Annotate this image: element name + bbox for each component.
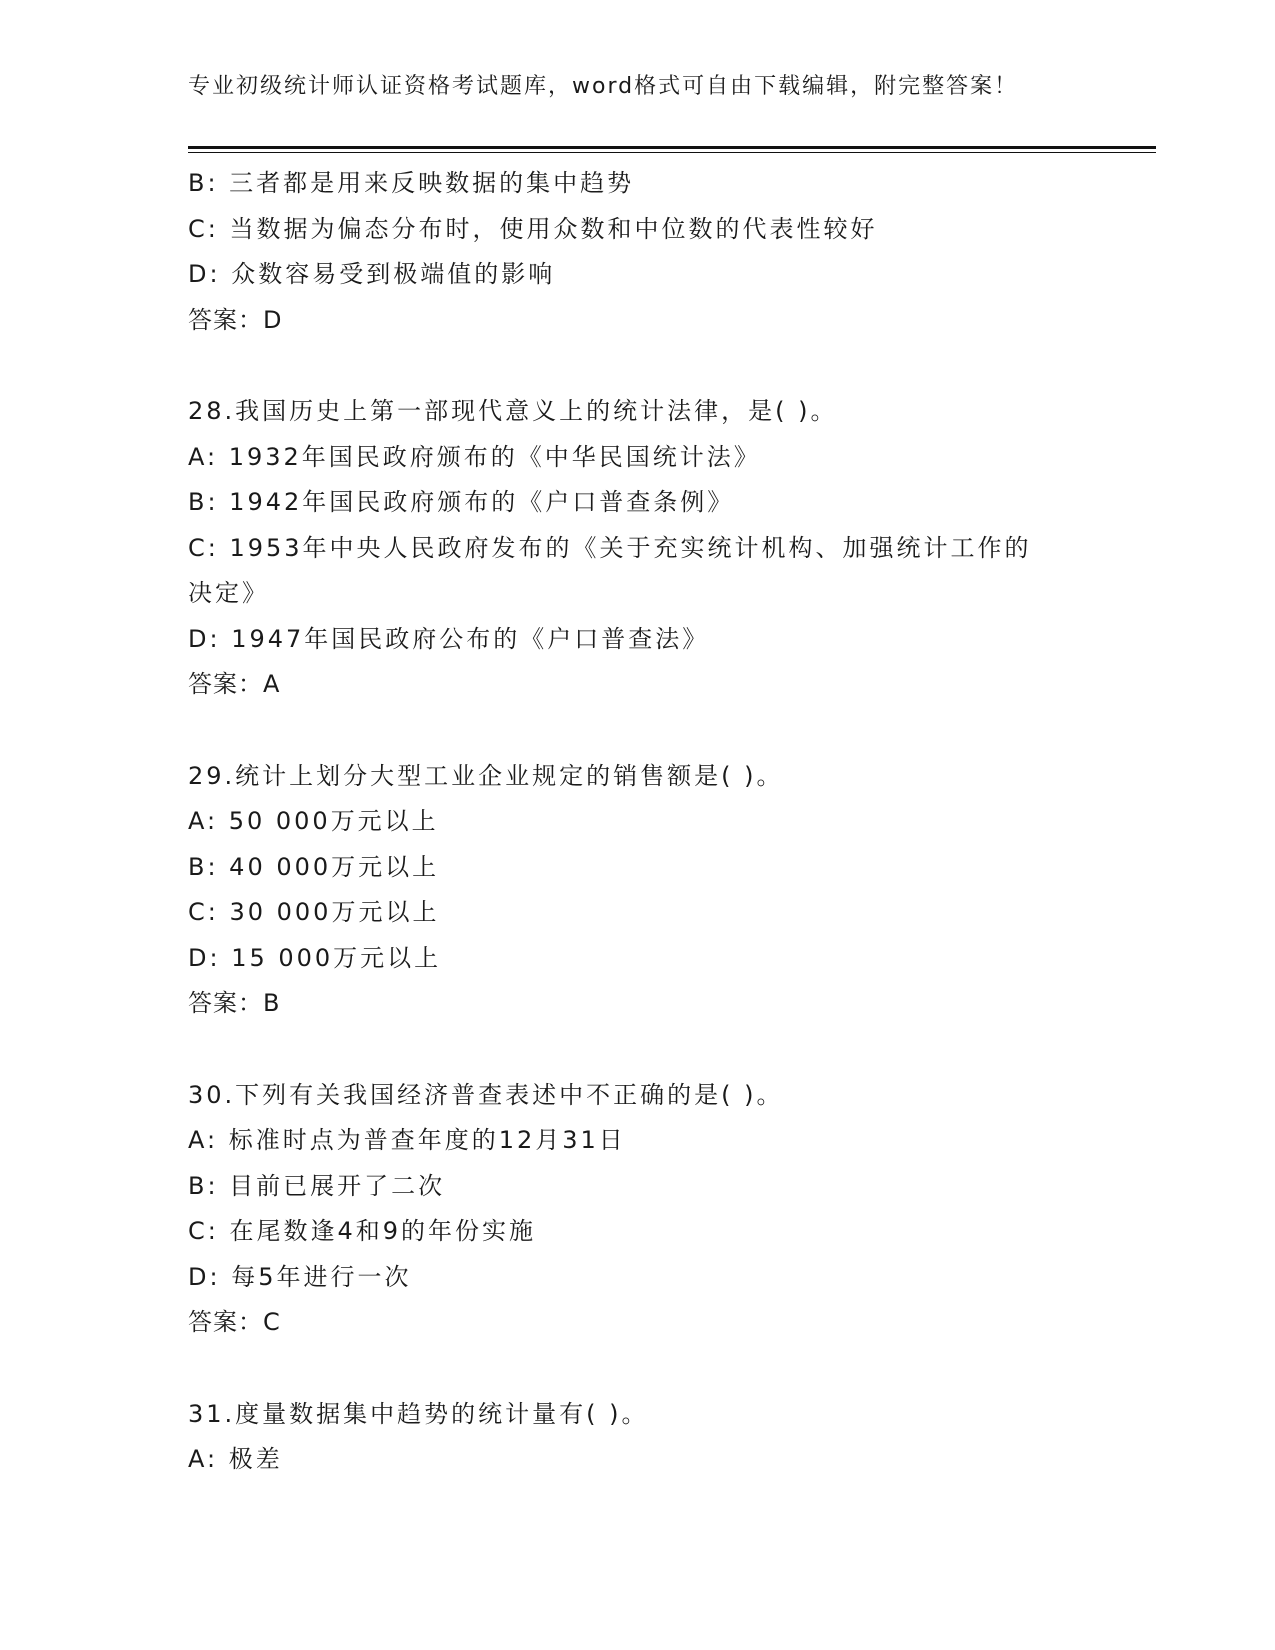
option-b: B: 目前已展开了二次 [188, 1171, 446, 1200]
header-rule-thin [188, 152, 1156, 153]
question-30 [188, 1073, 1108, 1346]
spacer [188, 1346, 1108, 1392]
question-content [188, 161, 1108, 1483]
option-d: D: 每5年进行一次 [188, 1262, 412, 1291]
option-b: B: 三者都是用来反映数据的集中趋势 [188, 169, 635, 197]
option-c-continued: 决定》 [188, 579, 269, 607]
spacer [188, 1027, 1108, 1073]
option-a: A: 1932年国民政府颁布的《中华民国统计法》 [188, 442, 761, 471]
answer: 答案：D [188, 305, 283, 334]
option-b: B: 40 000万元以上 [188, 852, 440, 881]
option-a: A: 极差 [188, 1445, 283, 1473]
answer: 答案：A [188, 670, 281, 698]
option-b: B: 1942年国民政府颁布的《户口普查条例》 [188, 488, 735, 516]
spacer [188, 343, 1108, 389]
option-a: A: 50 000万元以上 [188, 807, 439, 835]
option-d: D: 众数容易受到极端值的影响 [188, 260, 556, 288]
option-d: D: 15 000万元以上 [188, 943, 442, 972]
header-rule-thick [188, 146, 1156, 149]
option-d: D: 1947年国民政府公布的《户口普查法》 [188, 624, 710, 653]
answer: 答案：B [188, 989, 281, 1017]
option-c: C: 当数据为偏态分布时，使用众数和中位数的代表性较好 [188, 214, 878, 243]
question-31 [188, 1392, 1108, 1483]
option-c: C: 30 000万元以上 [188, 898, 440, 926]
option-c: C: 在尾数逢4和9的年份实施 [188, 1217, 537, 1245]
question-stem: 31.度量数据集中趋势的统计量有( )。 [188, 1399, 649, 1428]
question-stem: 28.我国历史上第一部现代意义上的统计法律，是( )。 [188, 397, 838, 425]
spacer [188, 708, 1108, 754]
question-stem: 29.统计上划分大型工业企业规定的销售额是( )。 [188, 761, 784, 790]
question-stem: 30.下列有关我国经济普查表述中不正确的是( )。 [188, 1080, 784, 1109]
question-29 [188, 754, 1108, 1027]
question-27-tail [188, 161, 1108, 343]
page-header: 专业初级统计师认证资格考试题库，word格式可自由下载编辑，附完整答案！ [188, 74, 1019, 99]
option-c: C: 1953年中央人民政府发布的《关于充实统计机构、加强统计工作的 [188, 533, 1032, 562]
question-28 [188, 389, 1108, 708]
answer: 答案：C [188, 1308, 281, 1336]
option-a: A: 标准时点为普查年度的12月31日 [188, 1126, 626, 1154]
